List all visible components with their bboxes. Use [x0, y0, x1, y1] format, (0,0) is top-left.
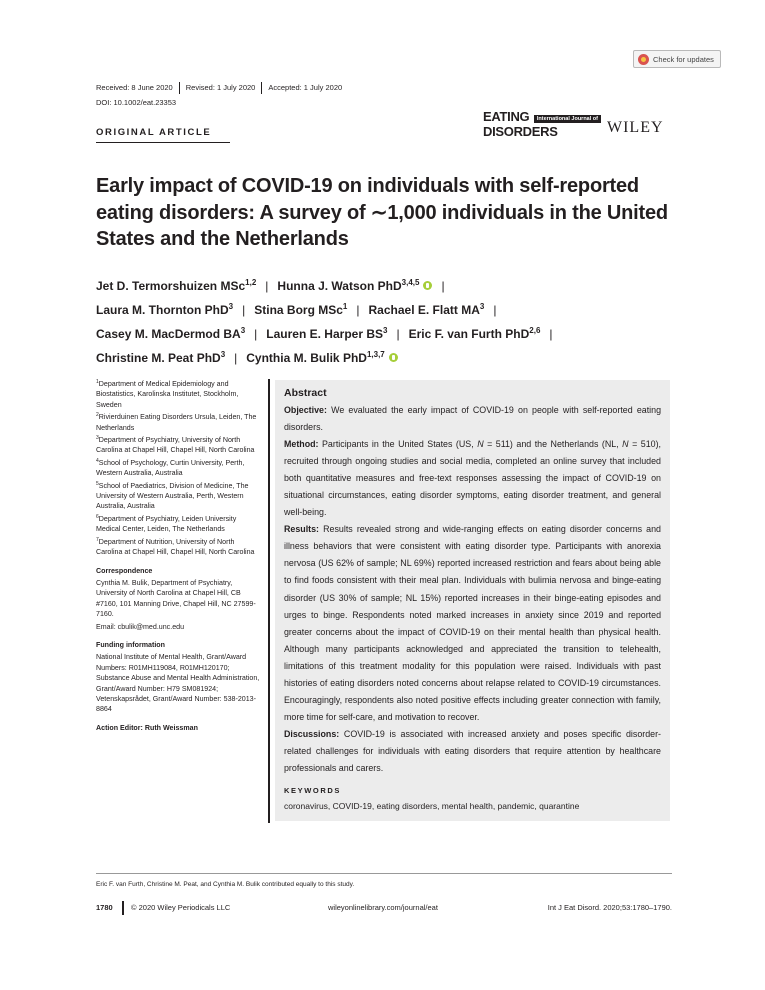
author[interactable]: Stina Borg MSc$^1$ — [254, 302, 348, 317]
revised-date: Revised: 1 July 2020 — [179, 82, 262, 94]
author[interactable]: Eric F. van Furth PhD$^{2,6}$ — [408, 326, 541, 341]
affiliation: $^6$Department of Psychiatry, Leiden University Medical Center, Leiden, The Netherlands — [96, 513, 237, 534]
abstract-method: Method: Participants in the United States (US, N = 511) and the Netherlands (NL, N = 510), recruited through ongoing studies and social media, completed an online survey that included both quantitative measures and free-text responses assessing the impact of COVID-19 on situational circumstances, eating disorder symptoms, eating disorder treatment, and general well-being. — [284, 439, 661, 518]
received-date: Received: 8 June 2020 — [96, 83, 173, 92]
abstract-heading: Abstract — [284, 387, 327, 399]
affiliation: $^7$Department of Nutrition, University of North Carolina at Chapel Hill, Chapel Hill, North Carolina — [96, 536, 255, 557]
keywords-heading: KEYWORDS — [284, 786, 341, 796]
funding-heading: Funding information — [96, 640, 165, 649]
keywords: coronavirus, COVID-19, eating disorders, mental health, pandemic, quarantine — [284, 801, 580, 812]
affiliation: $^5$School of Paediatrics, Division of Medicine, The University of Western Australia, Perth, Western Australia, Australia — [96, 480, 249, 511]
action-editor: Action Editor: Ruth Weissman — [96, 723, 198, 732]
author[interactable]: Christine M. Peat PhD$^3$ — [96, 350, 226, 365]
citation: Int J Eat Disord. 2020;53:1780–1790. — [547, 903, 672, 912]
abstract-discussion: Discussions: COVID-19 is associated with increased anxiety and poses specific disorder-related challenges for individuals with eating disorders that require attention by healthcare professionals and carers. — [284, 728, 662, 773]
abstract-objective: Objective: We evaluated the early impact of COVID-19 on people with self-reported eating disorders. — [284, 405, 662, 433]
author[interactable]: Rachael E. Flatt $MA^3$ — [368, 302, 485, 317]
publisher-logo: WILEY — [607, 119, 664, 136]
footnote-rule — [96, 873, 672, 874]
affiliation: $^1$Department of Medical Epidemiology and Biostatistics, Karolinska Institutet, Stockholm, Sweden — [96, 379, 239, 409]
author[interactable]: Cynthia M. Bulik PhD$^{1,3,7}$ — [246, 351, 397, 365]
journal-tag: International Journal of — [534, 115, 601, 123]
journal-name: EATING DISORDERS — [483, 109, 558, 139]
affiliations-column — [96, 379, 261, 735]
check-for-updates-label: Check for updates — [653, 54, 714, 64]
doi[interactable]: DOI: 10.1002/eat.23353 — [96, 98, 177, 107]
accepted-date: Accepted: 1 July 2020 — [261, 82, 348, 94]
article-type-rule — [96, 142, 230, 143]
crossmark-icon — [638, 54, 649, 65]
affiliation: $^2$Rivierduinen Eating Disorders Ursula, Leiden, The Netherlands — [96, 412, 257, 432]
check-for-updates-button[interactable] — [633, 50, 721, 68]
journal-logo — [483, 109, 601, 139]
correspondence-email[interactable]: Email: cbulik@med.unc.edu — [96, 622, 185, 631]
correspondence-text: Cynthia M. Bulik, Department of Psychiatry, University of North Carolina at Chapel Hill, CB #7160, 101 Manning Drive, Chapel Hill, NC 27599-7160. — [96, 578, 256, 619]
page-number: 1780 — [96, 903, 113, 912]
column-divider — [268, 379, 270, 823]
correspondence-heading: Correspondence — [96, 566, 153, 575]
author[interactable]: Laura M. Thornton PhD$^3$ — [96, 302, 234, 317]
article-type: ORIGINAL ARTICLE — [96, 127, 212, 138]
footnote: Eric F. van Furth, Christine M. Peat, and Cynthia M. Bulik contributed equally to this study. — [96, 881, 355, 888]
author[interactable]: Lauren E. Harper $BS^3$ — [266, 326, 388, 341]
footer-divider — [122, 901, 124, 915]
author[interactable]: Jet D. Termorshuizen MSc$^{1,2}$ — [96, 278, 257, 293]
journal-website-link[interactable]: wileyonlinelibrary.com/journal/eat — [328, 903, 438, 912]
article-title: Early impact of COVID-19 on individuals with self-reported eating disorders: A survey of ∼1,000 individuals in the United States and the Netherlands — [96, 175, 668, 250]
funding-text: National Institute of Mental Health, Grant/Award Numbers: R01MH119084, R01MH120170; Substance Abuse and Mental Health Administration, Grant/Award Number: H79 SM081924; Vetenskapsrådet, Grant/Award Number: 538-2013-8864 — [96, 653, 260, 714]
author[interactable]: Hunna J. Watson PhD$^{3,4,5}$ — [277, 279, 432, 293]
orcid-icon[interactable] — [389, 353, 398, 362]
article-dates — [96, 82, 348, 94]
author[interactable]: Casey M. MacDermod $BA^3$ — [96, 326, 246, 341]
author-list: Jet D. Termorshuizen MSc$^{1,2}$ | Hunna J. Watson PhD$^{3,4,5}$ | Laura M. Thornton PhD$^3$ | Stina Borg MSc$^1$ | Rachael E. Flatt $MA^3$ | Casey M. MacDermod $BA^3$ | Lauren E. Harper $BS^3$ | Eric F. van Furth PhD$^{2,6}$ | Christine M. Peat PhD$^3$ | Cynthia M. Bulik PhD$^{1,3,7}$ — [96, 278, 553, 365]
affiliation: $^3$Department of Psychiatry, University of North Carolina at Chapel Hill, Chapel Hill, North Carolina — [96, 435, 255, 455]
page-footer — [96, 903, 672, 915]
abstract-box — [275, 380, 670, 821]
affiliation: $^4$School of Psychology, Curtin University, Perth, Western Australia, Australia — [96, 457, 245, 478]
copyright: © 2020 Wiley Periodicals LLC — [131, 903, 231, 912]
abstract-results: Results: Results revealed strong and wide-ranging effects on eating disorder concerns and illness behaviors that were consistent with eating disorder type. Participants with anorexia nervosa (US 62% of sample; NL 69%) reported increased restriction and fears about being able to find foods consistent with their meal plan. Individuals with bulimia nervosa and binge-eating disorder (US 30% of sample; NL 15%) reported increases in their binge-eating episodes and urges to binge. Respondents noted marked increases in anxiety since 2019 and reported greater concerns about the impact of COVID-19 on their mental health than physical health. Although many participants acknowledged and appreciated the transition to telehealth, limitations of this treatment modality for this population were raised. Individuals with past histories of eating disorders noted concerns about relapse related to COVID-19 circumstances. Encouragingly, respondents also noted positive effects including greater connection with family, more time for self-care, and motivation to recover. — [284, 524, 661, 722]
abstract-body — [284, 402, 661, 777]
